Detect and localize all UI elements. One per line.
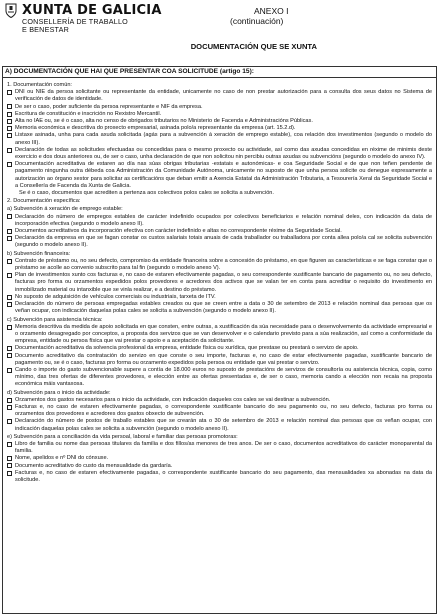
checklist-item: [7, 125, 432, 132]
logo-subtitle-1: CONSELLERÍA DE TRABALLO: [22, 17, 128, 26]
annex-title: ANEXO I: [254, 6, 289, 16]
checklist-item: [7, 367, 432, 389]
checklist-item-text: No suposto de adquisición de vehículos comerciais ou industriais, tarxeta de ITV.: [15, 293, 216, 300]
checkbox[interactable]: [7, 236, 12, 241]
subsection-heading: c) Subvención para asistencia técnica:: [7, 316, 103, 323]
checklist-item-text: Cando o importe do gasto subvencionable supere a contía de 18.000 euros no suposto de prestacións de servizos de consultoría ou asistencia técnica, copia, como mínimo, das tres ofertas de diferentes provedores, e elección entre as ofertas presentadas e, de ser o caso, memoria cando a elección non recaia na proposta económica máis vantaxosa.: [15, 366, 432, 388]
logo-subtitle-2: E BENESTAR: [22, 25, 69, 34]
xunta-logo: [4, 3, 204, 34]
checklist-item-text: Declaración da empresa en que se fagan constar os custos salariais totais anuais de cada traballador ou traballadora por conta allea polo/a cal se solicita subvención (segundo o modelo anexo II).: [15, 235, 432, 249]
annex-label: [230, 6, 430, 26]
checkbox[interactable]: [7, 273, 12, 278]
checklist-item-text: Plan de investimentos xunto cos facturas e, no caso de estaren efectivamente pagadas, o seu correspondente xustificante bancario de pagamento ou, no seu defecto, facturas pro forma ou orzamentos expedidos polos provedores e acredores dos activos que se valan ter en conta para acreditar o requisito do investimento en inmobilizado material ou intanxible que se vinla realizar, e a destino do préstamo.: [15, 272, 432, 293]
checklist-item: [7, 104, 432, 111]
checklist-item: [7, 324, 432, 346]
document-title: [0, 42, 439, 51]
common-items: [7, 89, 432, 190]
document-title-text: DOCUMENTACIÓN QUE SE XUNTA: [190, 42, 317, 51]
checkbox[interactable]: [7, 104, 12, 109]
checklist-item-text: Facturas e, no caso de estaren efectivamente pagadas, o correspondente xustificante bancario do seu pagamento, das mensualidades xa abonadas na data da solicitude.: [15, 469, 432, 483]
checklist-item-text: Declaración de todas as solicitudes efectuadas ou concedidas para o mesmo proxecto ou actividade, así como das axudas concedidas en réxime de minimis deste exercicio e dos dous anteriores ou, de ser o caso, unha declaración de que non solicitou nin percibiu outras axudas ou subvencións (segundo o modelo do anexo IV).: [15, 146, 432, 161]
checklist-item-text: Memoria descritiva da medida de apoio solicitada en que consten, entre outras, a xustificación da súa necesidade para o desenvolvemento da actividade empresarial e o orzamento desagregado por conceptos, a proposta dos servizos que se van desenvolver e o calendario previsto para a súa realización, así como a conformidade da empresa, entidade ou persoa física que vai prestar o apoio e a aceptación da solicitante.: [15, 323, 432, 345]
checkbox[interactable]: [7, 229, 12, 234]
checkbox[interactable]: [7, 214, 12, 219]
checklist-item: [7, 258, 432, 272]
checklist-item: [7, 228, 432, 235]
common-heading: 1. Documentación común:: [7, 82, 72, 88]
checklist-item-text: Documentación acreditativa da solvencia profesional da empresa, entidade física ou xurídica, que prestase ou prestará o servizo de apoio.: [15, 345, 359, 352]
checklist-item-text: Declaración do número de postos de traballo estables que se crearán ata o 30 de setembro de 2013 e relación nominal das persoas que os veñan ocupar, con indicación daquelas polas cales se solicita a subvención (segundo o modelo anexo II).: [15, 418, 432, 432]
checklist-item-text: Documentación acreditativa de estaren ao día nas súas obrigas tributarias -estatais e autonómicas- e coa Seguridade Social e de que non teñen pendente de pagamento ningunha outra débeda coa Administración da Comunidade Autónoma, unicamente no suposto de que unha persoa solicite ou denegue expresamente a autorización ao órgano xestor para solicitar as certificacións que deban emitir a Axencia Estatal da Administración Tributaria, a Tesourería Xeral da Seguridade Social e a Consellería de Facenda da Xunta de Galicia.: [15, 161, 432, 189]
checkbox[interactable]: [7, 126, 12, 131]
checklist-item-text: Documento acreditativo da contratación do servizo en que conste o seu importe, facturas e, no caso de estar efectivamente pagadas, xustificante bancario de pagamento ou, se é o caso, facturas pro forma ou orzamento expedidos pola persoa ou entidade que vai prestar o servizo.: [15, 352, 432, 366]
checkbox[interactable]: [7, 463, 12, 468]
checkbox[interactable]: [7, 368, 12, 373]
checklist-item: [7, 161, 432, 190]
checklist-item: [7, 418, 432, 432]
checkbox[interactable]: [7, 353, 12, 358]
documentation-frame: [2, 66, 437, 614]
checklist-item-text: Declaración do número de empregos estables de carácter indefinido ocupados por colectivos beneficiarios e relación nominal deles, con indicación da data de incorporación efectiva (segundo o modelo anexo II).: [15, 213, 432, 227]
checkbox[interactable]: [7, 456, 12, 461]
checkbox[interactable]: [7, 302, 12, 307]
checklist-item: [7, 441, 432, 455]
checklist-item: [7, 397, 432, 404]
common-note: Se é o caso, documentos que acrediten a pertenza aos colectivos polos cales se solicita a subvención.: [19, 190, 274, 197]
checklist-item: [7, 118, 432, 125]
checklist-item: [7, 301, 432, 315]
specific-heading: 2. Documentación específica:: [7, 198, 81, 205]
checkbox[interactable]: [7, 325, 12, 330]
checkbox[interactable]: [7, 133, 12, 138]
checkbox[interactable]: [7, 119, 12, 124]
checkbox[interactable]: [7, 346, 12, 351]
checkbox[interactable]: [7, 259, 12, 264]
checklist-item: [7, 470, 432, 484]
coat-of-arms-icon: [4, 3, 18, 18]
checklist-item-text: Documento acreditativo do custo da mensualidade da gardaría.: [15, 462, 173, 469]
checklist-item-text: DNI ou NIE da persoa solicitante ou representante da entidade, unicamente no caso de non prestar autorización para a consulta dos seus datos no Sistema de verificación de datos de identidade.: [15, 89, 432, 103]
checkbox[interactable]: [7, 162, 12, 167]
checklist-item: [7, 235, 432, 249]
checkbox[interactable]: [7, 295, 12, 300]
checkbox[interactable]: [7, 148, 12, 153]
checklist-item-text: De ser o caso, poder suficiente da persoa representante e NIF da empresa.: [15, 103, 203, 110]
checklist-item: [7, 463, 432, 470]
checklist-item-text: Declaración do número de persoas empregadas estables creados ou que se creen entre a data o 30 de setembro de 2013 e relación nominal das persoas que os veñan ocupar, con indicación daquelas polas cales se solicita a subvención (segundo o modelo anexo II).: [15, 301, 432, 315]
checkbox[interactable]: [7, 419, 12, 424]
checklist-item-text: Memoria económica e descritiva do proxecto empresarial, asinada polo/a representante da empresa (art. 15.2.d).: [15, 125, 296, 132]
subsection-heading: b) Subvención financeira:: [7, 250, 71, 257]
checklist-item: [7, 147, 432, 161]
checklist-item: [7, 111, 432, 118]
checkbox[interactable]: [7, 90, 12, 95]
checklist-item: [7, 404, 432, 418]
subsection-heading: d) Subvención para o inicio da actividade:: [7, 389, 111, 396]
checklist-item: [7, 345, 432, 352]
checklist-item: [7, 89, 432, 103]
checklist-item-text: Facturas e, no caso de estaren efectivamente pagadas, o correspondente xustificante bancario do seu pagamento ou, no seu defecto, facturas pro forma ou orzamentos dos provedores e acredores dos gastos obxecto de subvención.: [15, 403, 432, 418]
checklist-item: [7, 272, 432, 294]
checklist-item-text: Orzamentos dos gastos necesarios para o inicio da actividade, con indicación daqueles cos cales se vai destinar a subvención.: [15, 396, 331, 403]
checkbox[interactable]: [7, 442, 12, 447]
checklist-item: [7, 455, 432, 462]
checklist-item-text: Listaxe asinada, unha para cada axuda solicitada (agás para a subvención á xeración de emprego estable), coa relación dos investimentos (segundo o modelo do anexo III).: [15, 132, 432, 146]
checkbox[interactable]: [7, 405, 12, 410]
checkbox[interactable]: [7, 471, 12, 476]
checklist-item: [7, 214, 432, 228]
checklist-item-text: Contrato de préstamo ou, no seu defecto, compromiso da entidade financeira sobre a concesión do préstamo, en que figuren as características e se faga constar que o préstamo se acolle ao convenio subscrito para tal fin (segundo o modelo anexo V).: [15, 257, 432, 272]
checklist-item-text: Libro de familia ou nome das persoas titulares da familia e dos fillos/as menores de tres anos. De ser o caso, documentos acreditativos do carácter monoparental da familia.: [15, 440, 432, 455]
checklist-item: [7, 294, 432, 301]
checklist-item: [7, 132, 432, 146]
checklist-item: [7, 353, 432, 367]
subsection-heading: a) Subvención á xeración de emprego estable:: [7, 206, 123, 213]
specific-groups: [7, 206, 432, 484]
checklist-item-text: Nome, apelidos e nº DNI do cónxuxe.: [15, 455, 109, 462]
section-divider: [3, 77, 436, 78]
section-a-heading: A) DOCUMENTACIÓN QUE HAI QUE PRESENTAR COA SOLICITUDE (artigo 15):: [5, 68, 254, 75]
annex-continuation: (continuación): [230, 16, 284, 26]
logo-title: XUNTA DE GALICIA: [22, 3, 162, 18]
checkbox[interactable]: [7, 398, 12, 403]
checklist-item-text: Documentos acreditativos da incorporación efectiva con carácter indefinido e altas no correspondente réxime da Seguridade Social.: [15, 228, 342, 235]
checkbox[interactable]: [7, 112, 12, 117]
documentation-list: [7, 81, 432, 484]
checklist-item-text: Escritura de constitución e inscrición no Rexistro Mercantil.: [15, 110, 162, 117]
checklist-item-text: Alta no IAE ou, se é o caso, alta no censo de obrigados tributarios no Ministerio de Facenda e Administracións Públicas.: [15, 118, 313, 125]
subsection-heading: e) Subvención para a conciliación da vida persoal, laboral e familiar das persoas promotoras:: [7, 433, 238, 440]
